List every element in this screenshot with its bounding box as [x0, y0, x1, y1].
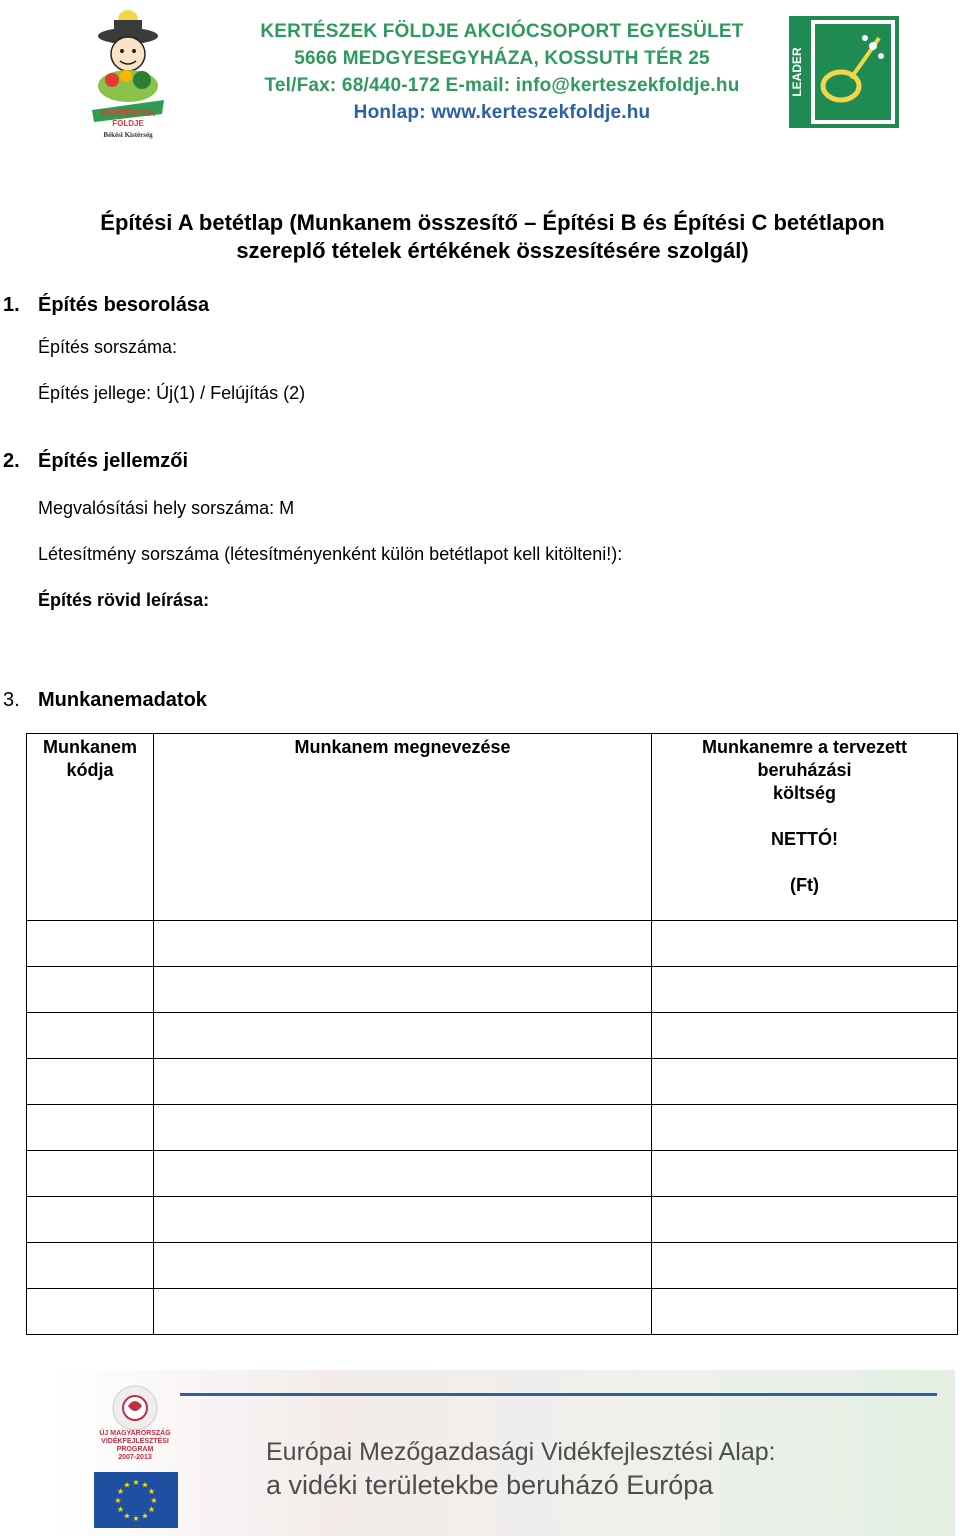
leader-text: LEADER: [790, 47, 804, 97]
section-1-heading: Építés besorolása: [38, 294, 210, 316]
document-title: [40, 209, 945, 265]
cell-work-name: [154, 1151, 652, 1197]
header-work-code: Munkanem kódja: [27, 734, 154, 921]
cell-planned-cost: [652, 1243, 958, 1289]
table-row: [27, 1197, 958, 1243]
cell-work-name: [154, 1243, 652, 1289]
currency-note: (Ft): [790, 875, 819, 895]
table-header-row: [27, 734, 958, 921]
table-row: [27, 1151, 958, 1197]
facility-number-field: Létesítmény sorszáma (létesítményenként külön betétlapot kell kitölteni!):: [38, 544, 623, 564]
eu-star-icon: ★: [132, 1514, 140, 1523]
footer-rule: [180, 1393, 937, 1396]
org-address: 5666 MEDGYESEGYHÁZA, KOSSUTH TÉR 25: [294, 48, 710, 69]
title-line-1: Építési A betétlap (Munkanem összesítő – Építési B és Építési C betétlapon: [100, 210, 885, 235]
table-row: [27, 1243, 958, 1289]
eu-star-icon: ★: [123, 1480, 131, 1490]
cell-planned-cost: [652, 1197, 958, 1243]
eu-star-icon: ★: [116, 1505, 124, 1514]
eu-flag-icon: [94, 1472, 178, 1528]
cell-work-code: [27, 967, 154, 1013]
section-1-number: 1.: [3, 294, 20, 316]
cell-work-name: [154, 921, 652, 967]
cell-work-name: [154, 1289, 652, 1335]
logo-text-foldje: FÖLDJE: [112, 119, 144, 128]
cell-work-name: [154, 1105, 652, 1151]
org-website: Honlap: www.kerteszekfoldje.hu: [353, 102, 651, 123]
footer-slogan: a vidéki területekbe beruházó Európa: [266, 1470, 714, 1500]
eu-star-icon: ★: [123, 1511, 131, 1521]
cell-work-code: [27, 1243, 154, 1289]
short-description-field: Építés rövid leírása:: [38, 590, 210, 610]
cell-planned-cost: [652, 1059, 958, 1105]
umvp-text: ÚJ MAGYARORSZÁG VIDÉKFEJLESZTÉSI PROGRAM 2007-2013: [99, 1430, 171, 1461]
table-row: [27, 1289, 958, 1335]
eu-star-icon: ★: [141, 1511, 149, 1521]
section-3-number: 3.: [3, 689, 20, 711]
cell-planned-cost: [652, 1013, 958, 1059]
organization-contact: [232, 18, 772, 126]
table-row: [27, 1013, 958, 1059]
org-name: KERTÉSZEK FÖLDJE AKCIÓCSOPORT EGYESÜLET: [260, 21, 744, 42]
leader-logo: [789, 16, 899, 128]
table-row: [27, 921, 958, 967]
cell-work-code: [27, 1105, 154, 1151]
cell-planned-cost: [652, 921, 958, 967]
cell-planned-cost: [652, 967, 958, 1013]
cell-planned-cost: [652, 1105, 958, 1151]
section-2-heading: Építés jellemzői: [38, 450, 189, 472]
cell-work-code: [27, 1289, 154, 1335]
eu-star-icon: ★: [148, 1505, 156, 1514]
cell-planned-cost: [652, 1289, 958, 1335]
eu-star-icon: ★: [114, 1496, 122, 1505]
title-line-2: szereplő tételek értékének összesítésére szolgál): [236, 238, 749, 263]
eu-star-icon: ★: [150, 1496, 158, 1505]
table-row: [27, 1105, 958, 1151]
eu-star-icon: ★: [141, 1480, 149, 1490]
table-body: [27, 921, 958, 1335]
table-row: [27, 967, 958, 1013]
location-number-field: Megvalósítási hely sorszáma: M: [38, 498, 295, 518]
cell-work-code: [27, 1197, 154, 1243]
work-items-table: [26, 733, 958, 1335]
net-note: NETTÓ!: [771, 829, 838, 849]
cell-work-code: [27, 921, 154, 967]
cell-work-code: [27, 1013, 154, 1059]
section-3-heading: Munkanemadatok: [38, 689, 207, 711]
construction-type-field: Építés jellege: Új(1) / Felújítás (2): [38, 383, 306, 403]
eu-star-icon: ★: [148, 1487, 156, 1496]
cell-work-code: [27, 1151, 154, 1197]
header-work-name: Munkanem megnevezése: [154, 734, 652, 921]
header-planned-cost: Munkanemre a tervezett beruházási költség NETTÓ! (Ft): [652, 734, 958, 921]
footer: [0, 1370, 960, 1536]
kerteszek-foldje-logo: [78, 6, 178, 142]
cell-planned-cost: [652, 1151, 958, 1197]
eu-star-icon: ★: [132, 1478, 140, 1487]
cell-work-name: [154, 1059, 652, 1105]
section-2-number: 2.: [3, 450, 20, 472]
table-row: [27, 1059, 958, 1105]
cell-work-name: [154, 1013, 652, 1059]
logo-text-kerteszek: KERTÉSZEK: [100, 108, 156, 118]
cell-work-name: [154, 967, 652, 1013]
eu-star-icon: ★: [116, 1487, 124, 1496]
footer-fund-name: Európai Mezőgazdasági Vidékfejlesztési Alap:: [266, 1438, 776, 1466]
cell-work-name: [154, 1197, 652, 1243]
construction-number-field: Építés sorszáma:: [38, 337, 178, 357]
org-phone-email: Tel/Fax: 68/440-172 E-mail: info@kerteszekfoldje.hu: [264, 75, 740, 96]
letterhead: [0, 0, 960, 150]
logo-text-kisterseg: Békési Kistérség: [103, 131, 153, 139]
cell-work-code: [27, 1059, 154, 1105]
